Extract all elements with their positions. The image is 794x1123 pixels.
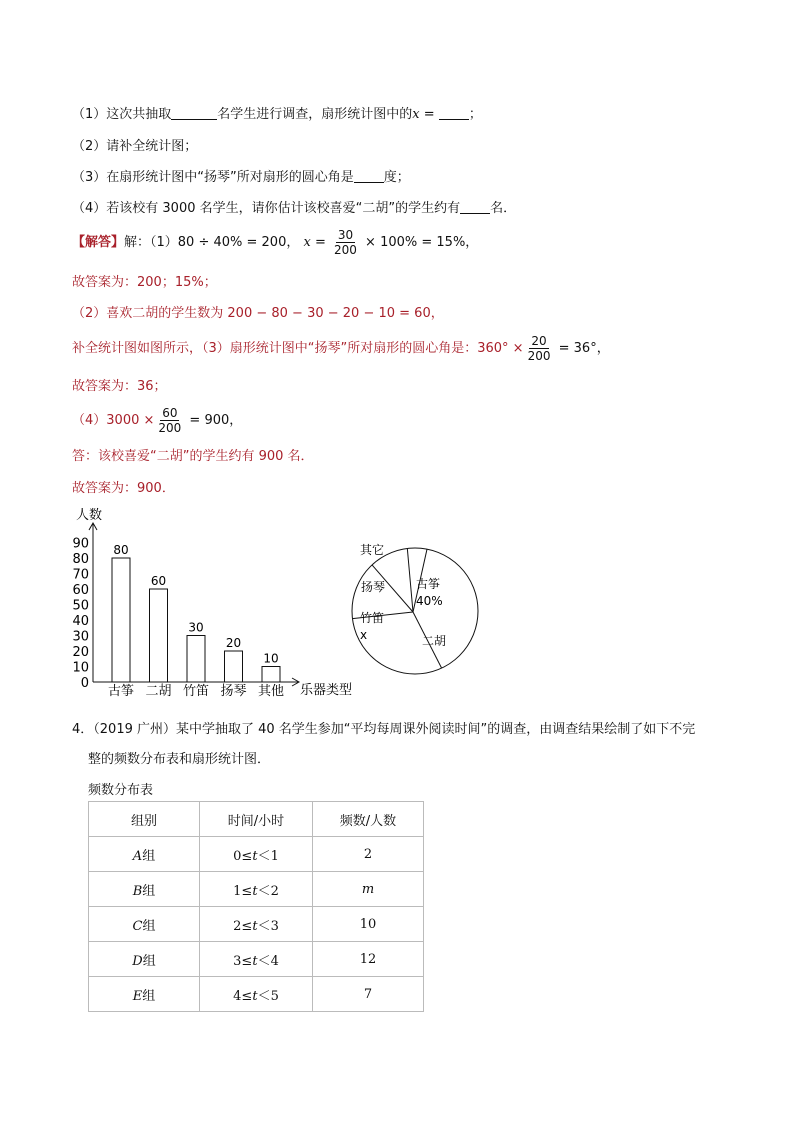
solution-line-7: 答：该校喜爱“二胡”的学生约有 900 名．: [72, 449, 314, 464]
table-row: [89, 942, 424, 977]
y-tick-label: 40: [72, 614, 89, 629]
question-3-text-a: （3）在扇形统计图中“扬琴”所对扇形的圆心角是: [72, 170, 354, 185]
table-cell-time: 3≤t＜4: [200, 942, 313, 977]
solution-tag: 【解答】: [72, 235, 125, 250]
question-3: [72, 166, 410, 185]
bar-data-label: 30: [188, 620, 204, 635]
table-cell-frequency: 10: [313, 907, 424, 942]
y-tick-label: 20: [72, 645, 89, 660]
fraction-denominator: 200: [334, 243, 357, 257]
question-1-text-b: 名学生进行调查，扇形统计图中的: [217, 107, 413, 122]
question-4: [72, 197, 516, 216]
fraction-numerator: 30: [337, 228, 354, 242]
question-4-text-b: 名．: [490, 201, 517, 216]
x-tick-label: 扬琴: [220, 684, 247, 699]
pie-label-dizi-x: x: [360, 628, 368, 642]
table-cell-group: A组: [89, 837, 200, 872]
bar-chart: [60, 500, 370, 705]
x-axis-label: 乐器类型: [300, 683, 353, 698]
y-tick-label: 30: [72, 629, 89, 645]
table-row: [89, 837, 424, 872]
table-cell-time: 4≤t＜5: [200, 977, 313, 1012]
table-cell-time: 2≤t＜3: [200, 907, 313, 942]
y-axis-label: 人数: [76, 508, 103, 523]
table-cell-group: D组: [89, 942, 200, 977]
solution-line-6-text: （4）3000 ×: [72, 413, 155, 428]
question-1-end: ；: [468, 107, 482, 122]
pie-label-other: 其它: [360, 543, 385, 557]
y-tick-label: 90: [72, 536, 89, 552]
table-title: 频数分布表: [88, 783, 154, 798]
equals-sign: =: [419, 107, 439, 122]
y-tick-label: 70: [72, 567, 89, 583]
solution-line-6: [72, 406, 242, 435]
solution-line-5: 故答案为：36；: [72, 379, 167, 394]
fraction: [156, 406, 183, 435]
table-cell-time: 1≤t＜2: [200, 872, 313, 907]
y-tick-label: 60: [72, 583, 89, 598]
table-cell-frequency: m: [313, 872, 424, 907]
table-row: [89, 872, 424, 907]
solution-line-4-tail: = 36°，: [554, 341, 610, 356]
variable-x: x: [303, 235, 311, 250]
table-row: [89, 907, 424, 942]
problem-4-line-1: 4．（2019 广州）某中学抽取了 40 名学生参加“平均每周课外阅读时间”的调查，由调查结果绘制了如下不完: [72, 722, 696, 737]
pie-label-guzheng-pct: 40%: [416, 594, 443, 608]
y-tick-label: 50: [72, 598, 89, 614]
table-cell-frequency: 7: [313, 977, 424, 1012]
table-row: [89, 977, 424, 1012]
pie-label-guzheng: 古筝: [416, 577, 441, 591]
answer-blank: [354, 168, 384, 183]
table-header: 频数/人数: [313, 802, 424, 837]
solution-line-2: 故答案为：200；15%；: [72, 275, 217, 290]
table-cell-group: B组: [89, 872, 200, 907]
table-cell-group: E组: [89, 977, 200, 1012]
question-2: （2）请补全统计图；: [72, 139, 198, 154]
solution-line-6-tail: = 900，: [185, 413, 243, 428]
frequency-table: [88, 801, 424, 1012]
fraction-denominator: 200: [158, 421, 182, 435]
y-tick-label: 10: [72, 660, 89, 676]
question-1-text-a: （1）这次共抽取: [72, 107, 172, 122]
solution-line-1-tail: × 100% = 15%，: [360, 235, 479, 250]
table-cell-frequency: 2: [313, 837, 424, 872]
table-header-row: [89, 802, 424, 837]
bar-4: [262, 667, 280, 683]
bar-data-label: 60: [150, 574, 167, 588]
solution-line-4-text: 补全统计图如图所示，（3）扇形统计图中“扬琴”所对扇形的圆心角是：360° ×: [72, 341, 524, 356]
bar-2: [187, 636, 205, 683]
y-tick-label: 0: [80, 676, 89, 691]
table-cell-frequency: 12: [313, 942, 424, 977]
x-tick-label: 二胡: [145, 684, 172, 699]
fraction-denominator: 200: [527, 349, 551, 363]
pie-label-dizi: 竹笛: [360, 611, 385, 625]
question-1: [72, 103, 482, 122]
fraction: [526, 334, 553, 363]
equals-sign: =: [310, 235, 331, 250]
y-tick-label: 80: [72, 552, 89, 567]
problem-4-line-2: 整的频数分布表和扇形统计图．: [88, 752, 271, 767]
bar-data-label: 20: [225, 636, 242, 650]
table-cell-time: 0≤t＜1: [200, 837, 313, 872]
table-cell-group: C组: [89, 907, 200, 942]
solution-line-8: 故答案为：900．: [72, 481, 175, 496]
answer-blank: [460, 199, 490, 214]
bar-0: [112, 558, 130, 682]
solution-line-3: （2）喜欢二胡的学生数为 200 − 80 − 30 − 20 − 10 = 60，: [72, 306, 444, 321]
pie-label-yangqin: 扬琴: [361, 580, 386, 594]
pie-label-erhu: 二胡: [422, 634, 447, 648]
table-header: 时间/小时: [200, 802, 313, 837]
solution-line-4: [72, 334, 610, 363]
bar-1: [150, 589, 168, 682]
table-header: 组别: [89, 802, 200, 837]
question-3-text-b: 度；: [383, 170, 410, 185]
variable-x: x: [412, 107, 420, 122]
fraction: [332, 228, 359, 257]
question-4-text-a: （4）若该校有 3000 名学生，请你估计该校喜爱“二胡”的学生约有: [72, 201, 461, 216]
solution-line-1: [72, 228, 478, 257]
pie-chart: [340, 535, 490, 675]
bar-data-label: 10: [263, 651, 279, 666]
x-tick-label: 古筝: [107, 684, 135, 699]
solution-line-1-text: 解：（1）80 ÷ 40% = 200，: [124, 235, 300, 250]
x-tick-label: 其他: [257, 684, 285, 699]
bar-data-label: 80: [113, 543, 129, 557]
answer-blank: [439, 105, 469, 120]
answer-blank: [171, 105, 217, 120]
fraction-numerator: 20: [531, 334, 547, 348]
fraction-numerator: 60: [162, 406, 178, 420]
x-tick-label: 竹笛: [182, 684, 210, 699]
bar-3: [225, 651, 243, 682]
